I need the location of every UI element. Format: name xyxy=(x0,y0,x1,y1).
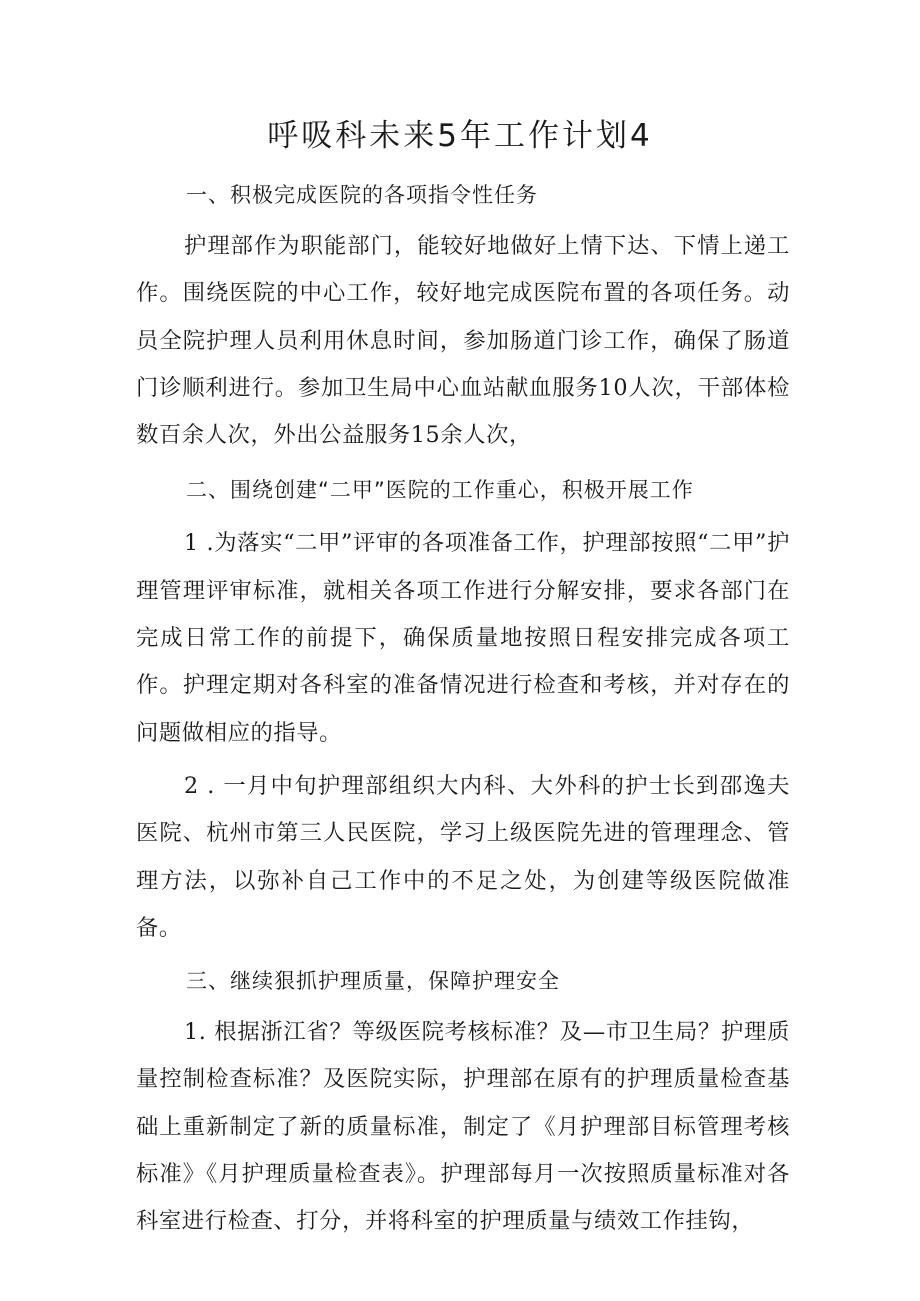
section-3-paragraph-1: 1. 根据浙江省？等级医院考核标准？及—市卫生局？护理质量控制检查标准？及医院实际，护理部在原有的护理质量检查基础上重新制定了新的质量标准，制定了《月护理部目标管理考核标准》《月护理质量检查表》。护理部每月一次按照质量标准对各科室进行检查、打分，并将科室的护理质量与绩效工作挂钩， xyxy=(136,1019,790,1235)
section-1-paragraph-1: 护理部作为职能部门，能较好地做好上情下达、下情上递工作。围绕医院的中心工作，较好地完成医院布置的各项任务。动员全院护理人员利用休息时间，参加肠道门诊工作，确保了肠道门诊顺利进行。参加卫生局中心血站献血服务10人次，干部体检数百余人次，外出公益服务15余人次， xyxy=(136,233,790,449)
section-2-paragraph-1: 1 .为落实“二甲”评审的各项准备工作，护理部按照“二甲”护理管理评审标准，就相关各项工作进行分解安排，要求各部门在完成日常工作的前提下，确保质量地按照日程安排完成各项工作。护理定期对各科室的准备情况进行检查和考核，并对存在的问题做相应的指导。 xyxy=(136,530,790,746)
document-body xyxy=(136,172,790,1246)
section-2-paragraph-2: 2 . 一月中旬护理部组织大内科、大外科的护士长到邵逸夫医院、杭州市第三人民医院，学习上级医院先进的管理理念、管理方法，以弥补自己工作中的不足之处，为创建等级医院做准备。 xyxy=(136,772,790,941)
document-title: 呼吸科未来5年工作计划4 xyxy=(267,118,653,154)
section-1-heading: 一、积极完成医院的各项指令性任务 xyxy=(186,183,538,207)
section-2-heading: 二、围绕创建“二甲”医院的工作重心，积极开展工作 xyxy=(186,478,694,503)
section-3-heading: 三、继续狠抓护理质量，保障护理安全 xyxy=(186,969,560,994)
